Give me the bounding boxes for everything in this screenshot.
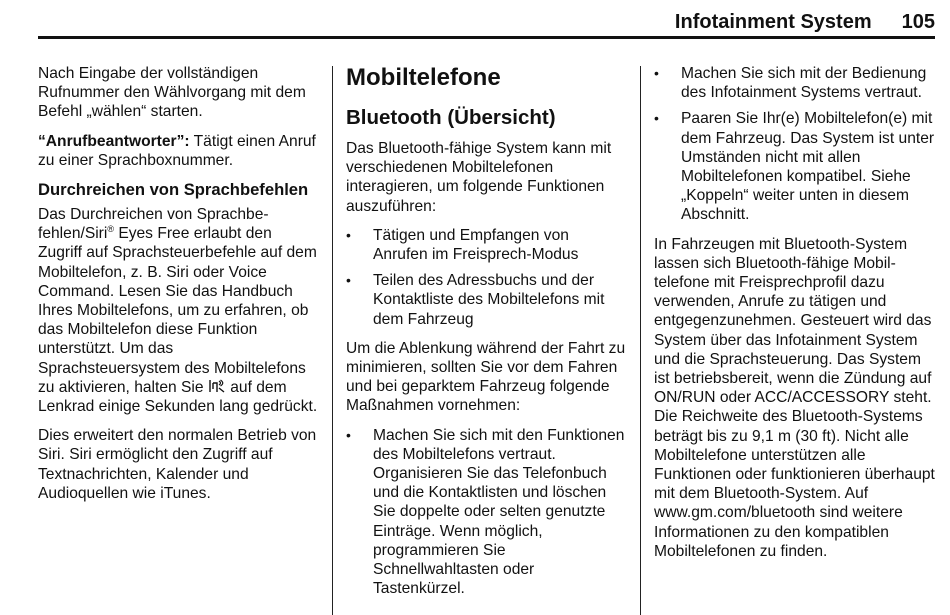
passthrough-text-c: auf dem Lenkrad einige Sekunden lang gedrückt.: [38, 378, 318, 416]
bluetooth-intro-paragraph: Das Bluetooth-fähige System kann mit verschiedenen Mobiltelefonen interagieren, um folgende Funktionen auszuführen:: [346, 140, 612, 215]
registered-mark: ®: [107, 224, 114, 235]
column-divider-2: [640, 66, 641, 615]
list-item: • Paaren Sie Ihr(e) Mobiltelefon(e) mit dem Fahrzeug. Das System ist unter Umständen nicht mit allen Mobiltelefonen kompatibel. Siehe „Koppeln“ weiter unten in diesem Abschnitt.: [654, 109, 937, 224]
bluetooth-system-paragraph: In Fahrzeugen mit Bluetooth-System lassen sich Bluetooth-fähige Mobiltelefone mit Freisprechprofil dazu verwenden, Anrufe zu tätigen und entgegenzunehmen. Gesteuert wird das System über das Infotainment System und die Sprachsteuerung. Das System ist betriebsbereit, wenn die Zündung auf ON/RUN oder ACC/ACCESSORY steht. Die Reichweite des Bluetooth-Systems beträgt bis zu 9,1 m (30 ft). Nicht alle Mobiltelefone unterstützen alle Funktionen oder funktionieren überhaupt mit dem Bluetooth-System. Auf www.gm.com/bluetooth sind weitere Informationen zu den kompatiblen Mobiltelefonen zu finden.: [654, 235, 935, 560]
passthrough-text-b: Eyes Free erlaubt den Zugriff auf Sprachsteuerbefehle auf dem Mobiltelefon, z. B. Siri oder Voice Command. Lesen Sie das Handbuch Ihres Mobiltelefons, um zu erfahren, ob das Mobiltelefon diese Funktion unterstützt. Um das Sprachsteuersystem des Mobiltelefons zu aktivieren, halten Sie: [38, 225, 317, 396]
answering-machine-term: “Anrufbeantworter”:: [38, 132, 190, 150]
section-title: Infotainment System: [674, 10, 872, 33]
page-header: [38, 8, 935, 39]
chapter-title: Mobiltelefone: [346, 64, 501, 91]
push-to-talk-icon: [208, 379, 226, 393]
column-3: [654, 64, 937, 571]
passthrough-heading: Durchreichen von Sprachbefehlen: [38, 180, 309, 200]
passthrough-text-a: Das Durchreichen von Sprachbefehlen/Siri: [38, 206, 269, 243]
intro-paragraph: Nach Eingabe der vollständigen Rufnummer den Wählvorgang mit dem Befehl „wählen“ starten.: [38, 65, 306, 121]
page-number: 105: [901, 10, 935, 33]
list-item: • Machen Sie sich mit der Bedienung des Infotainment Systems vertraut.: [654, 64, 937, 102]
column-2: [346, 63, 626, 608]
column-1: [38, 64, 318, 513]
siri-paragraph: Dies erweitert den normalen Betrieb von Siri. Siri ermöglicht den Zugriff auf Textnachrichten, Kalender und Audioquellen wie iTunes.: [38, 427, 317, 502]
measures-list-continued: [654, 64, 937, 225]
section-heading: Bluetooth (Übersicht): [346, 106, 556, 129]
column-divider-1: [332, 66, 333, 615]
distraction-paragraph: Um die Ablenkung während der Fahrt zu minimieren, sollten Sie vor dem Fahren und bei geparktem Fahrzeug folgende Maßnahmen vornehmen:: [346, 339, 626, 415]
answering-machine-text: Tätigt einen Anruf zu einer Sprachboxnummer.: [38, 132, 316, 169]
passthrough-paragraph: [38, 205, 318, 416]
answering-machine-paragraph: [38, 132, 318, 170]
functions-list: [346, 226, 626, 329]
list-item: • Teilen des Adressbuchs und der Kontaktliste des Mobiltelefons mit dem Fahrzeug: [346, 271, 626, 329]
list-item: • Tätigen und Empfangen von Anrufen im Freisprech-Modus: [346, 226, 626, 264]
measures-list: [346, 426, 626, 599]
list-item: • Machen Sie sich mit den Funktionen des Mobiltelefons vertraut. Organisieren Sie das Telefonbuch und die Kontaktlisten und löschen Sie doppelte oder selten genutzte Einträge. Wenn möglich, programmieren Sie Schnellwahltasten oder Tastenkürzel.: [346, 426, 626, 599]
